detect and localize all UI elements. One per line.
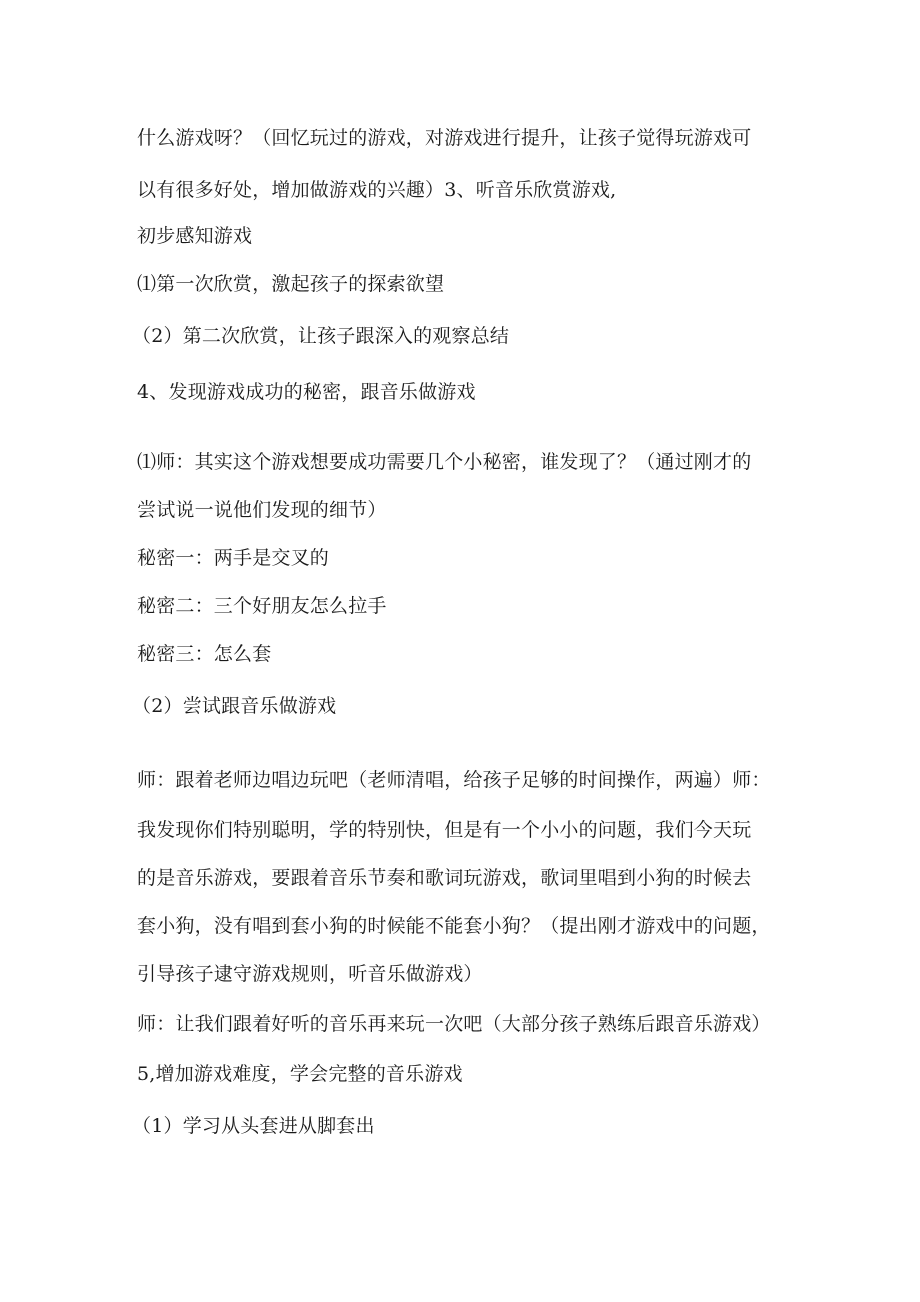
text-line: 尝试说一说他们发现的细节） bbox=[137, 499, 387, 521]
text-line: 什么游戏呀？（回忆玩过的游戏，对游戏进行提升，让孩子觉得玩游戏可 bbox=[137, 127, 752, 149]
text-line: ⑴师：其实这个游戏想要成功需要几个小秘密，谁发现了？（通过刚才的 bbox=[137, 451, 752, 473]
text-line: 我发现你们特别聪明，学的特别快，但是有一个小小的问题，我们今天玩 bbox=[137, 819, 752, 841]
text-line: 初步感知游戏 bbox=[137, 225, 253, 247]
text-line: （2）第二次欣赏，让孩子跟深入的观察总结 bbox=[132, 325, 510, 347]
text-line: （2）尝试跟音乐做游戏 bbox=[132, 695, 337, 717]
text-line: 以有很多好处，增加做游戏的兴趣）3、听音乐欣赏游戏, bbox=[137, 179, 617, 201]
text-line: 师：跟着老师边唱边玩吧（老师清唱，给孩子足够的时间操作，两遍）师： bbox=[137, 769, 771, 791]
text-line: 引导孩子逮守游戏规则，听音乐做游戏） bbox=[137, 963, 483, 985]
text-line: 秘密二：三个好朋友怎么拉手 bbox=[137, 595, 387, 617]
text-line: 的是音乐游戏，要跟着音乐节奏和歌词玩游戏，歌词里唱到小狗的时候去 bbox=[137, 867, 752, 889]
text-line: 套小狗，没有唱到套小狗的时候能不能套小狗？（提出刚才游戏中的问题， bbox=[137, 915, 771, 937]
text-line: ⑴第一次欣赏，激起孩子的探索欲望 bbox=[137, 273, 445, 295]
text-line: （1）学习从头套进从脚套出 bbox=[132, 1115, 375, 1137]
section-heading: 4、发现游戏成功的秘密，跟音乐做游戏 bbox=[137, 381, 476, 403]
text-line: 秘密一：两手是交叉的 bbox=[137, 547, 330, 569]
text-line: 师：让我们跟着好听的音乐再来玩一次吧（大部分孩子熟练后跟音乐游戏） bbox=[137, 1013, 771, 1035]
text-line: 秘密三：怎么套 bbox=[137, 643, 272, 665]
section-heading: 5,增加游戏难度，学会完整的音乐游戏 bbox=[137, 1063, 463, 1085]
